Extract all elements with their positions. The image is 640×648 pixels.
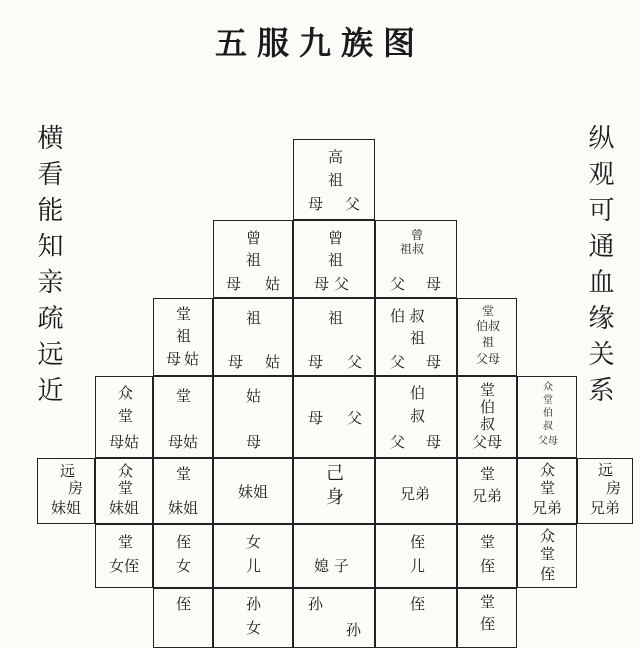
cell-tangzhi: [457, 524, 517, 588]
cell-tangxiong: [457, 458, 517, 524]
cell-tangzhi-b: [457, 588, 517, 648]
cell-tangzhinv: [95, 524, 153, 588]
cell-tangjie: [153, 458, 213, 524]
cell-text: 父: [347, 409, 363, 427]
cell-text: 母姑: [109, 433, 140, 451]
cell-text: 伯: [410, 384, 426, 402]
cell-text: 众: [540, 527, 556, 545]
cell-text: 堂: [540, 545, 556, 563]
cell-text: 众: [543, 382, 553, 393]
cell-text: 姑: [265, 353, 281, 371]
cell-text: 母: [308, 353, 324, 371]
cell-zengzu: [293, 220, 375, 298]
cell-text: 叔: [410, 407, 426, 425]
cell-text: 侄: [176, 595, 192, 613]
cell-text: 祖叔: [400, 242, 425, 256]
cell-text: 母: [308, 195, 324, 213]
cell-text: 妹姐: [168, 499, 199, 517]
cell-text: 祖: [246, 251, 262, 269]
cell-text: 堂: [482, 304, 495, 318]
cell-text: 女: [246, 619, 262, 637]
right-note: 纵观可通血缘关系: [584, 124, 614, 412]
cell-text: 母: [166, 350, 182, 368]
cell-ji: [293, 458, 375, 524]
cell-text: 孙: [246, 595, 262, 613]
cell-text: 侄: [540, 565, 556, 583]
cell-text: 侄: [410, 595, 426, 613]
cell-text: 女: [246, 533, 262, 551]
cell-text: 堂: [118, 479, 134, 497]
cell-text: 曾: [328, 229, 344, 247]
cell-gaozu: [293, 139, 375, 220]
cell-text: 堂: [480, 533, 496, 551]
cell-text: 妹姐: [51, 499, 82, 517]
cell-text: 父: [390, 353, 406, 371]
cell-text: 曾: [411, 228, 424, 242]
page-title: 五服九族图: [214, 24, 425, 62]
cell-zhier: [375, 524, 457, 588]
cell-text: 叔: [480, 415, 496, 433]
cell-zhongtangjie: [95, 458, 153, 524]
cell-text: 儿: [246, 557, 262, 575]
cell-gu: [213, 376, 293, 458]
cell-text: 妹姐: [109, 499, 140, 517]
cell-text: 伯 叔: [390, 307, 425, 325]
cell-xizi: [293, 524, 375, 588]
cell-text: 母: [246, 433, 262, 451]
cell-text: 身: [326, 487, 344, 508]
cell-zhinv: [153, 524, 213, 588]
cell-text: 伯: [480, 398, 496, 416]
cell-text: 母: [426, 433, 442, 451]
cell-text: 堂: [480, 381, 496, 399]
cell-text: 父母: [476, 352, 501, 366]
cell-text: 父: [345, 195, 361, 213]
cell-text: 孙: [346, 621, 362, 639]
cell-text: 堂: [176, 387, 192, 405]
cell-text: 兄弟: [590, 499, 621, 517]
cell-text: 姑: [184, 350, 200, 368]
cell-text: 父: [347, 353, 363, 371]
cell-text: 母: [228, 353, 244, 371]
cell-text: 侄: [480, 615, 496, 633]
cell-text: 祖: [410, 329, 426, 347]
cell-text: 堂: [176, 305, 192, 323]
cell-text: 兄弟: [472, 487, 503, 505]
cell-text: 堂: [540, 479, 556, 497]
cell-tanggu: [153, 376, 213, 458]
cell-text: 儿: [410, 557, 426, 575]
cell-text: 高: [328, 148, 344, 166]
cell-zhi-b2: [375, 588, 457, 648]
cell-zengzugu: [213, 220, 293, 298]
cell-sun: [293, 588, 375, 648]
cell-tangboshu: [457, 376, 517, 458]
cell-text: 父母: [538, 436, 558, 447]
cell-text: 兄弟: [400, 485, 431, 503]
cell-zhi-b1: [153, 588, 213, 648]
cell-text: 祖: [482, 335, 495, 349]
cell-yuanfangxiong: [577, 458, 633, 524]
cell-text: 堂: [118, 533, 134, 551]
cell-boshu: [375, 376, 457, 458]
cell-fumu: [293, 376, 375, 458]
cell-text: 房: [606, 479, 622, 497]
cell-zhongtangxiong: [517, 458, 577, 524]
cell-nver: [213, 524, 293, 588]
cell-meijie: [213, 458, 293, 524]
cell-text: 伯: [543, 408, 553, 419]
cell-text: 堂: [480, 593, 496, 611]
cell-text: 远: [598, 461, 614, 479]
cell-text: 孙: [308, 595, 324, 613]
cell-text: 女侄: [109, 557, 140, 575]
cell-text: 父: [334, 275, 350, 293]
cell-text: 祖: [328, 251, 344, 269]
cell-zu: [293, 298, 375, 376]
cell-zhongtangboshu: [517, 376, 577, 458]
cell-zhongtangzhi: [517, 524, 577, 588]
cell-text: 母姑: [168, 433, 199, 451]
cell-text: 祖: [328, 171, 344, 189]
cell-text: 媳 子: [314, 557, 349, 575]
cell-text: 侄: [176, 533, 192, 551]
cell-bozu: [375, 298, 457, 376]
cell-yuanfangjie: [37, 458, 95, 524]
cell-tangzugu: [153, 298, 213, 376]
cell-text: 堂: [543, 395, 553, 406]
cell-xiongdi: [375, 458, 457, 524]
cell-text: 女: [176, 557, 192, 575]
cell-text: 祖: [328, 309, 344, 327]
cell-text: 堂: [176, 465, 192, 483]
cell-text: 侄: [410, 533, 426, 551]
cell-text: 兄弟: [532, 499, 563, 517]
cell-text: 母: [426, 275, 442, 293]
cell-text: 叔: [543, 421, 553, 432]
cell-zengzushu: [375, 220, 457, 298]
cell-text: 众: [540, 461, 556, 479]
cell-text: 众: [118, 462, 134, 480]
cell-text: 房: [68, 479, 84, 497]
cell-text: 母: [226, 275, 242, 293]
cell-text: 堂: [480, 465, 496, 483]
cell-text: 父: [390, 433, 406, 451]
cell-text: 祖: [246, 309, 262, 327]
cell-text: 众: [118, 384, 134, 402]
cell-text: 侄: [480, 557, 496, 575]
cell-text: 堂: [118, 407, 134, 425]
cell-text: 父母: [472, 433, 503, 451]
cell-text: 母: [314, 275, 330, 293]
cell-text: 伯叔: [476, 319, 501, 333]
cell-text: 曾: [246, 229, 262, 247]
cell-text: 母: [426, 353, 442, 371]
cell-zhongtanggu: [95, 376, 153, 458]
cell-zugu: [213, 298, 293, 376]
cell-text: 姑: [265, 275, 281, 293]
cell-tangbozu: [457, 298, 517, 376]
cell-text: 远: [60, 462, 76, 480]
cell-sunnv: [213, 588, 293, 648]
cell-text: 妹姐: [238, 483, 269, 501]
cell-text: 祖: [176, 327, 192, 345]
cell-text: 姑: [246, 387, 262, 405]
left-note: 横看能知亲疏远近: [33, 124, 63, 412]
cell-text: 母: [308, 409, 324, 427]
cell-text: 父: [390, 275, 406, 293]
cell-text: 己: [326, 463, 344, 484]
